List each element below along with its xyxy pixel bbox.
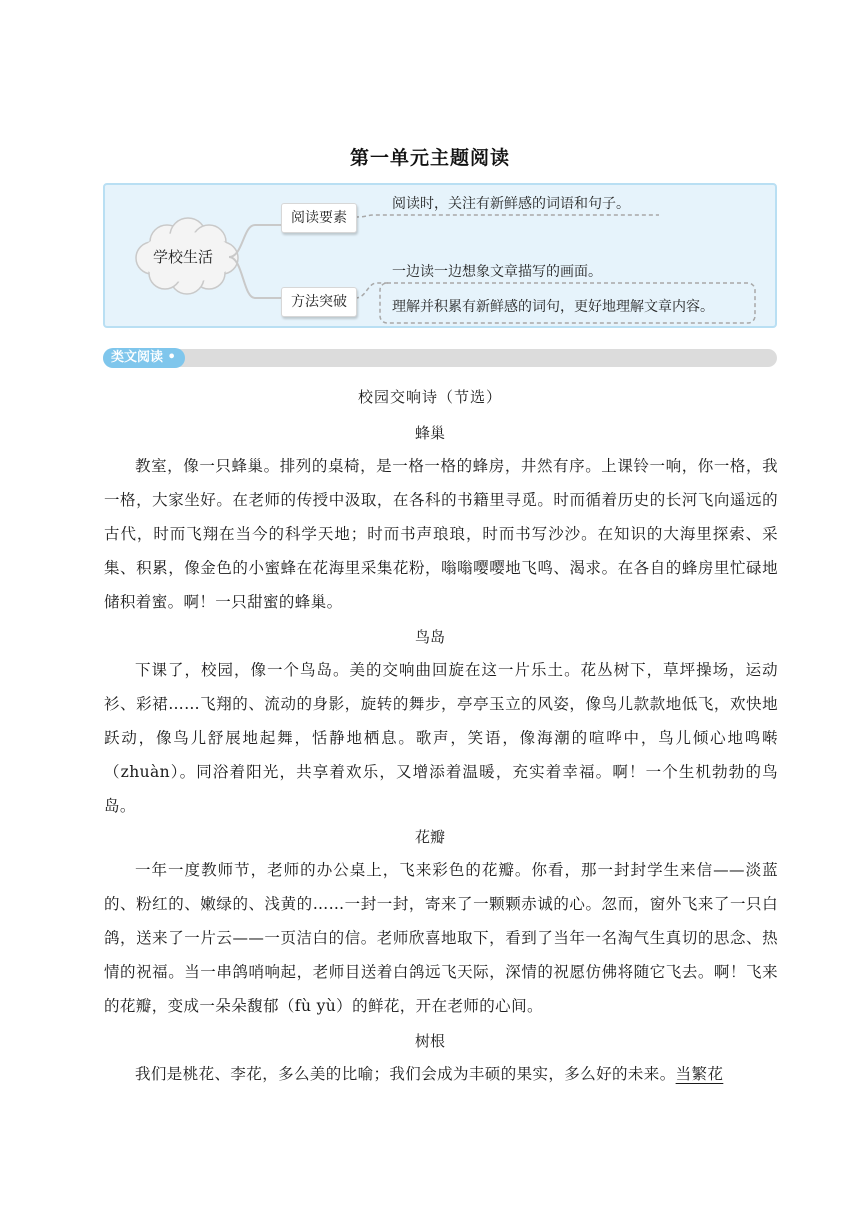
page-title: 第一单元主题阅读 — [349, 147, 510, 169]
paragraph: 教室，像一只蜂巢。排列的桌椅，是一格一格的蜂房，井然有序。上课铃一响，你一格，我一格，大家坐好。在老师的传授中汲取，在各科的书籍里寻觅。时而循着历史的长河飞向遥远的古代，时而飞翔在当今的科学天地；时而书声琅琅，时而书写沙沙。在知识的大海里探索、采集、积累，像金色的小蜜蜂在花海里采集花粉，嗡嗡嘤嘤地飞鸣、渴求。在各自的蜂房里忙碌地储积着蜜。啊！一只甜蜜的蜂巢。 — [104, 457, 778, 611]
paragraph-text: 我们是桃花、李花，多么美的比喻；我们会成为丰硕的果实，多么好的未来。 — [135, 1065, 676, 1083]
connector-line — [229, 257, 281, 298]
section-heading: 蜂巢 — [414, 424, 445, 442]
mind-map — [103, 183, 777, 328]
branch-item: 理解并积累有新鲜感的词句，更好地理解文章内容。 — [392, 299, 714, 315]
mind-map-center: 学校生活 — [152, 248, 213, 266]
connector-line — [229, 225, 281, 257]
underlined-text: 当繁花 — [675, 1065, 724, 1083]
paragraph: 一年一度教师节，老师的办公桌上，飞来彩色的花瓣。你看，那一封封学生来信——淡蓝的、粉红的、嫩绿的、浅黄的……一封一封，寄来了一颗颗赤诚的心。忽而，窗外飞来了一只白鸽，送来了一片云——一页洁白的信。老师欣喜地取下，看到了当年一名淘气生真切的思念、热情的祝福。当一串鸽哨响起，老师目送着白鸽远飞天际，深情的祝愿仿佛将随它飞去。啊！飞来的花瓣，变成一朵朵馥郁（fù yù）的鲜花，开在老师的心间。 — [104, 861, 778, 1015]
branch-label-reading: 阅读要素 — [281, 203, 357, 233]
section-heading: 鸟岛 — [414, 628, 445, 646]
paragraph — [104, 1057, 778, 1091]
section-label-text: 类文阅读 — [111, 350, 164, 365]
section-bar — [103, 349, 777, 367]
branch-item: 一边读一边想象文章描写的画面。 — [392, 264, 602, 280]
paragraph: 下课了，校园，像一个鸟岛。美的交响曲回旋在这一片乐土。花丛树下，草坪操场，运动衫、彩裙……飞翔的、流动的身影，旋转的舞步，亭亭玉立的风姿，像鸟儿款款地低飞，欢快地跃动，像鸟儿舒展地起舞，恬静地栖息。歌声，笑语，像海潮的喧哗中，鸟儿倾心地鸣啭（zhuàn）。同浴着阳光，共享着欢乐，又增添着温暖，充实着幸福。啊！一个生机勃勃的鸟岛。 — [104, 661, 778, 815]
article-title: 校园交响诗（节选） — [357, 388, 502, 406]
section-heading: 树根 — [414, 1032, 445, 1050]
dashed-underline — [355, 283, 388, 298]
section-heading: 花瓣 — [414, 828, 445, 846]
section-label — [103, 348, 185, 368]
branch-item: 阅读时，关注有新鲜感的词语和句子。 — [392, 196, 630, 212]
bullet-dot-icon: • — [167, 350, 176, 365]
branch-label-method: 方法突破 — [281, 287, 357, 317]
dashed-underline — [355, 215, 659, 217]
